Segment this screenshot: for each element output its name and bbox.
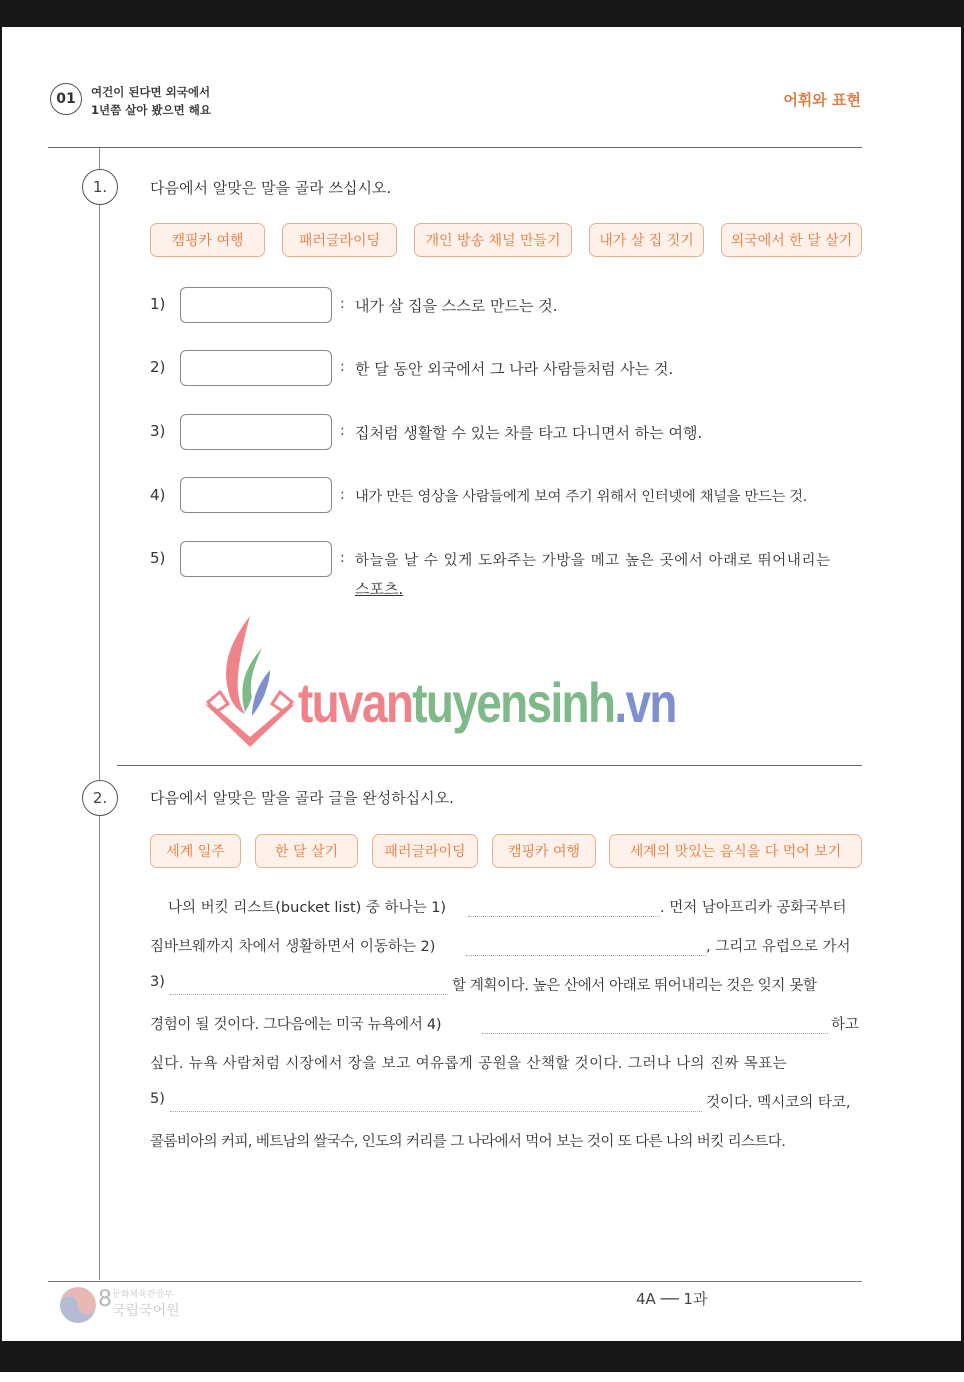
section-label: 어휘와 표현 bbox=[783, 91, 861, 109]
item-definition: 내가 살 집을 스스로 만드는 것. bbox=[355, 297, 558, 315]
footer-book-reference: 4A ── 1과 bbox=[636, 1290, 708, 1308]
watermark-logo bbox=[200, 612, 700, 752]
item-colon: : bbox=[340, 296, 345, 312]
paragraph-line-7: 콜롬비아의 커피, 베트남의 쌀국수, 인도의 커리를 그 나라에서 먹어 보는 것이 또 다른 나의 버킷 리스트다. bbox=[150, 1134, 786, 1150]
footer-page-number: 8 bbox=[98, 1287, 112, 1312]
item-colon: : bbox=[340, 550, 345, 566]
word-bank-tag: 내가 살 집 짓기 bbox=[589, 223, 704, 257]
answer-box-5[interactable] bbox=[180, 541, 332, 577]
question-2-instruction: 다음에서 알맞은 말을 골라 글을 완성하십시오. bbox=[150, 789, 454, 807]
taegeuk-logo-icon bbox=[58, 1285, 98, 1325]
word-bank-tag: 한 달 살기 bbox=[255, 834, 358, 868]
item-definition: 내가 만든 영상을 사람들에게 보여 주기 위해서 인터넷에 채널을 만드는 것. bbox=[355, 489, 808, 505]
flame-logo-icon bbox=[200, 612, 300, 752]
paragraph-line-5: 싶다. 뉴욕 사람처럼 시장에서 장을 보고 여유롭게 공원을 산책할 것이다. 그러나 나의 진짜 목표는 bbox=[150, 1056, 788, 1072]
viewer-top-bar bbox=[0, 0, 964, 27]
word-bank-tag: 외국에서 한 달 살기 bbox=[721, 223, 862, 257]
item-number: 2) bbox=[150, 358, 166, 376]
answer-box-1[interactable] bbox=[180, 287, 332, 323]
word-bank-tag: 캠핑카 여행 bbox=[150, 223, 265, 257]
question-1-instruction: 다음에서 알맞은 말을 골라 쓰십시오. bbox=[150, 179, 392, 197]
paragraph-line-6: 5) 것이다. 멕시코의 타코, bbox=[150, 1091, 851, 1111]
footer-org-logo bbox=[58, 1285, 198, 1325]
paragraph-line-3: 3) 할 계획이다. 높은 산에서 아래로 뛰어내리는 것은 잊지 못할 bbox=[150, 974, 817, 994]
answer-box-2[interactable] bbox=[180, 350, 332, 386]
word-bank-tag: 패러글라이딩 bbox=[282, 223, 397, 257]
item-colon: : bbox=[340, 487, 345, 503]
answer-box-3[interactable] bbox=[180, 414, 332, 450]
header-divider bbox=[48, 147, 862, 148]
item-colon: : bbox=[340, 359, 345, 375]
footer-org-line2: 국립국어원 bbox=[112, 1303, 180, 1319]
paragraph-line-4: 경험이 될 것이다. 그다음에는 미국 뉴욕에서 4) 하고 bbox=[150, 1017, 860, 1033]
lesson-title bbox=[91, 83, 211, 119]
word-bank-tag: 개인 방송 채널 만들기 bbox=[414, 223, 572, 257]
word-bank-tag: 세계의 맛있는 음식을 다 먹어 보기 bbox=[609, 834, 862, 868]
item-number: 5) bbox=[150, 549, 166, 567]
footer-org-line1: 문화체육관광부 bbox=[112, 1290, 173, 1300]
lesson-number-badge: 01 bbox=[50, 83, 82, 115]
fill-blank-3[interactable] bbox=[170, 994, 448, 995]
question-1-number: 1. bbox=[82, 169, 118, 205]
fill-blank-4[interactable] bbox=[482, 1033, 828, 1034]
item-definition: 집처럼 생활할 수 있는 차를 타고 다니면서 하는 여행. bbox=[355, 424, 703, 442]
item-colon: : bbox=[340, 423, 345, 439]
item-definition-continued: 스포츠. bbox=[355, 580, 404, 598]
item-number: 3) bbox=[150, 422, 166, 440]
viewer-left-edge bbox=[0, 27, 2, 1341]
paragraph-line-1: 나의 버킷 리스트(bucket list) 중 하나는 1) . 먼저 남아프리카 공화국부터 bbox=[168, 900, 847, 916]
word-bank-tag: 캠핑카 여행 bbox=[492, 834, 596, 868]
fill-blank-2[interactable] bbox=[466, 955, 706, 956]
question-timeline-line bbox=[99, 148, 100, 1280]
viewer-bottom-bar bbox=[0, 1341, 964, 1372]
section-divider bbox=[117, 765, 862, 766]
watermark-text: tuvantuyensinh.vn bbox=[298, 671, 676, 734]
item-definition: 하늘을 날 수 있게 도와주는 가방을 메고 높은 곳에서 아래로 뛰어내리는 bbox=[355, 553, 831, 569]
answer-box-4[interactable] bbox=[180, 477, 332, 513]
lesson-title-line2: 1년쯤 살아 봤으면 해요 bbox=[91, 103, 211, 117]
paragraph-line-2: 짐바브웨까지 차에서 생활하면서 이동하는 2) , 그리고 유럽으로 가서 bbox=[150, 939, 851, 955]
item-definition: 한 달 동안 외국에서 그 나라 사람들처럼 사는 것. bbox=[355, 360, 674, 378]
fill-blank-5[interactable] bbox=[170, 1111, 702, 1112]
lesson-title-line1: 여건이 된다면 외국에서 bbox=[91, 85, 211, 99]
item-number: 4) bbox=[150, 486, 166, 504]
fill-blank-1[interactable] bbox=[468, 916, 660, 917]
item-number: 1) bbox=[150, 295, 166, 313]
question-2-number: 2. bbox=[82, 780, 118, 816]
footer-divider bbox=[48, 1281, 862, 1282]
word-bank-tag: 세계 일주 bbox=[150, 834, 241, 868]
word-bank-tag: 패러글라이딩 bbox=[372, 834, 478, 868]
